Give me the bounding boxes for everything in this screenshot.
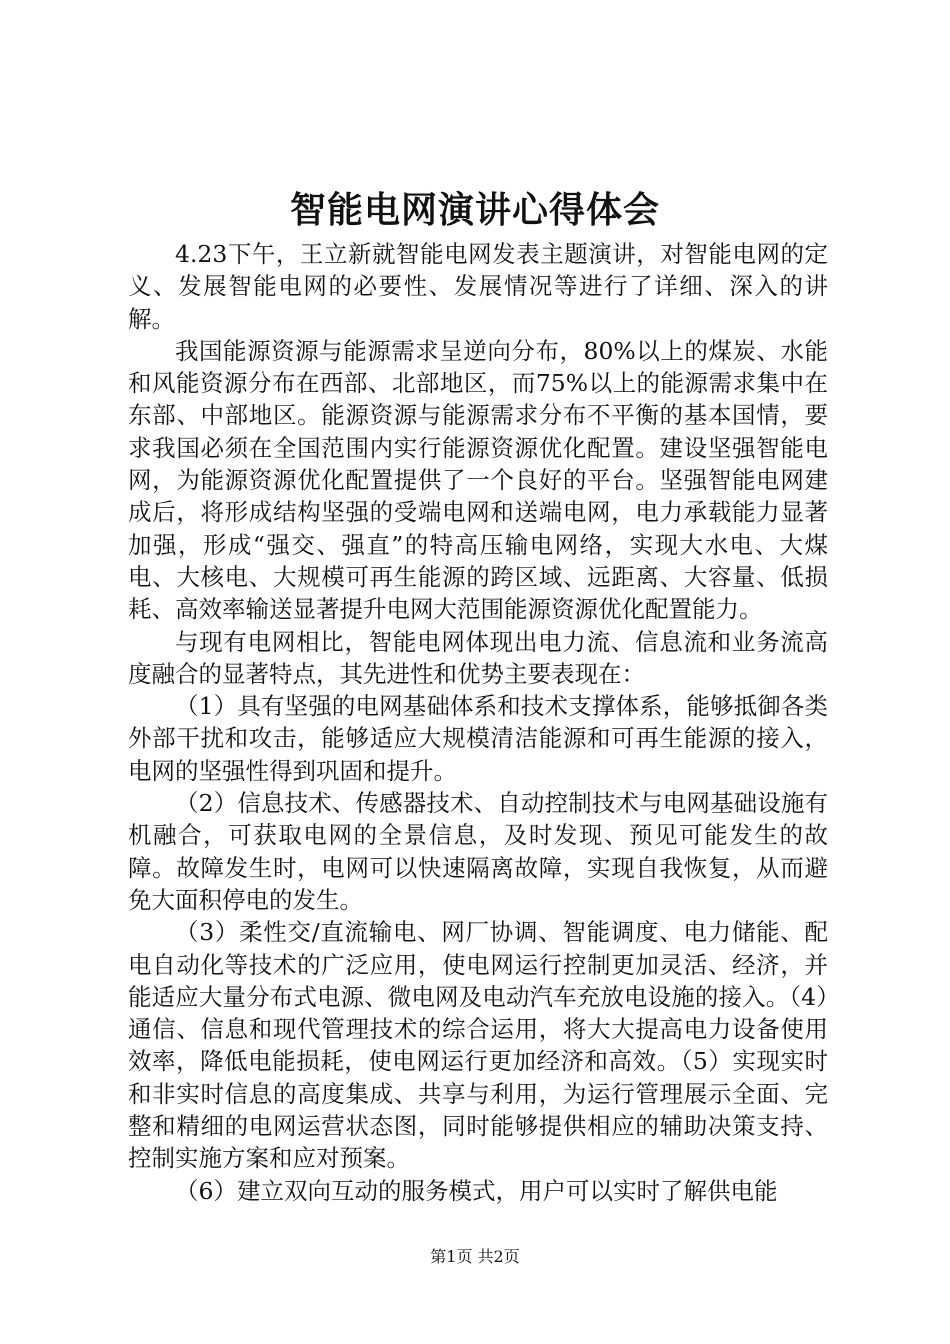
paragraph-points-3-5: （3）柔性交/直流输电、网厂协调、智能调度、电力储能、配电自动化等技术的广泛应用，使电网运行控制更加灵活、经济，并能适应大量分布式电源、微电网及电动汽车充放电设施的接入。（4）通信、信息和现代管理技术的综合运用，将大大提高电力设备使用效率，降低电能损耗，使电网运行更加经济和高效。（5）实现实时和非实时信息的高度集成、共享与利用，为运行管理展示全面、完整和精细的电网运营状态图，同时能够提供相应的辅助决策支持、控制实施方案和应对预案。: [128, 918, 828, 1173]
paragraph-intro: 4.23下午，王立新就智能电网发表主题演讲，对智能电网的定义、发展智能电网的必要性、发展情况等进行了详细、深入的讲解。: [128, 240, 828, 333]
paragraph-energy-distribution: 我国能源资源与能源需求呈逆向分布，80%以上的煤炭、水能和风能资源分布在西部、北部地区，而75%以上的能源需求集中在东部、中部地区。能源资源与能源需求分布不平衡的基本国情，要求我国必须在全国范围内实行能源资源优化配置。建设坚强智能电网，为能源资源优化配置提供了一个良好的平台。坚强智能电网建成后，将形成结构坚强的受端电网和送端电网，电力承载能力显著加强，形成“强交、强直”的特高压输电网络，实现大水电、大煤电、大核电、大规模可再生能源的跨区域、远距离、大容量、低损耗、高效率输送显著提升电网大范围能源资源优化配置能力。: [128, 336, 828, 624]
paragraph-point-2: （2）信息技术、传感器技术、自动控制技术与电网基础设施有机融合，可获取电网的全景信息，及时发现、预见可能发生的故障。故障发生时，电网可以快速隔离故障，实现自我恢复，从而避免大面积停电的发生。: [128, 789, 828, 914]
paragraph-comparison: 与现有电网相比，智能电网体现出电力流、信息流和业务流高度融合的显著特点，其先进性和优势主要表现在：: [128, 627, 828, 688]
paragraph-point-1: （1）具有坚强的电网基础体系和技术支撑体系，能够抵御各类外部干扰和攻击，能够适应大规模清洁能源和可再生能源的接入，电网的坚强性得到巩固和提升。: [128, 692, 828, 785]
page-number-footer: 第1页 共2页: [430, 1247, 520, 1266]
document-body: [128, 238, 828, 1207]
paragraph-point-6: （6）建立双向互动的服务模式，用户可以实时了解供电能: [175, 1176, 778, 1205]
document-title: 智能电网演讲心得体会: [289, 189, 660, 231]
